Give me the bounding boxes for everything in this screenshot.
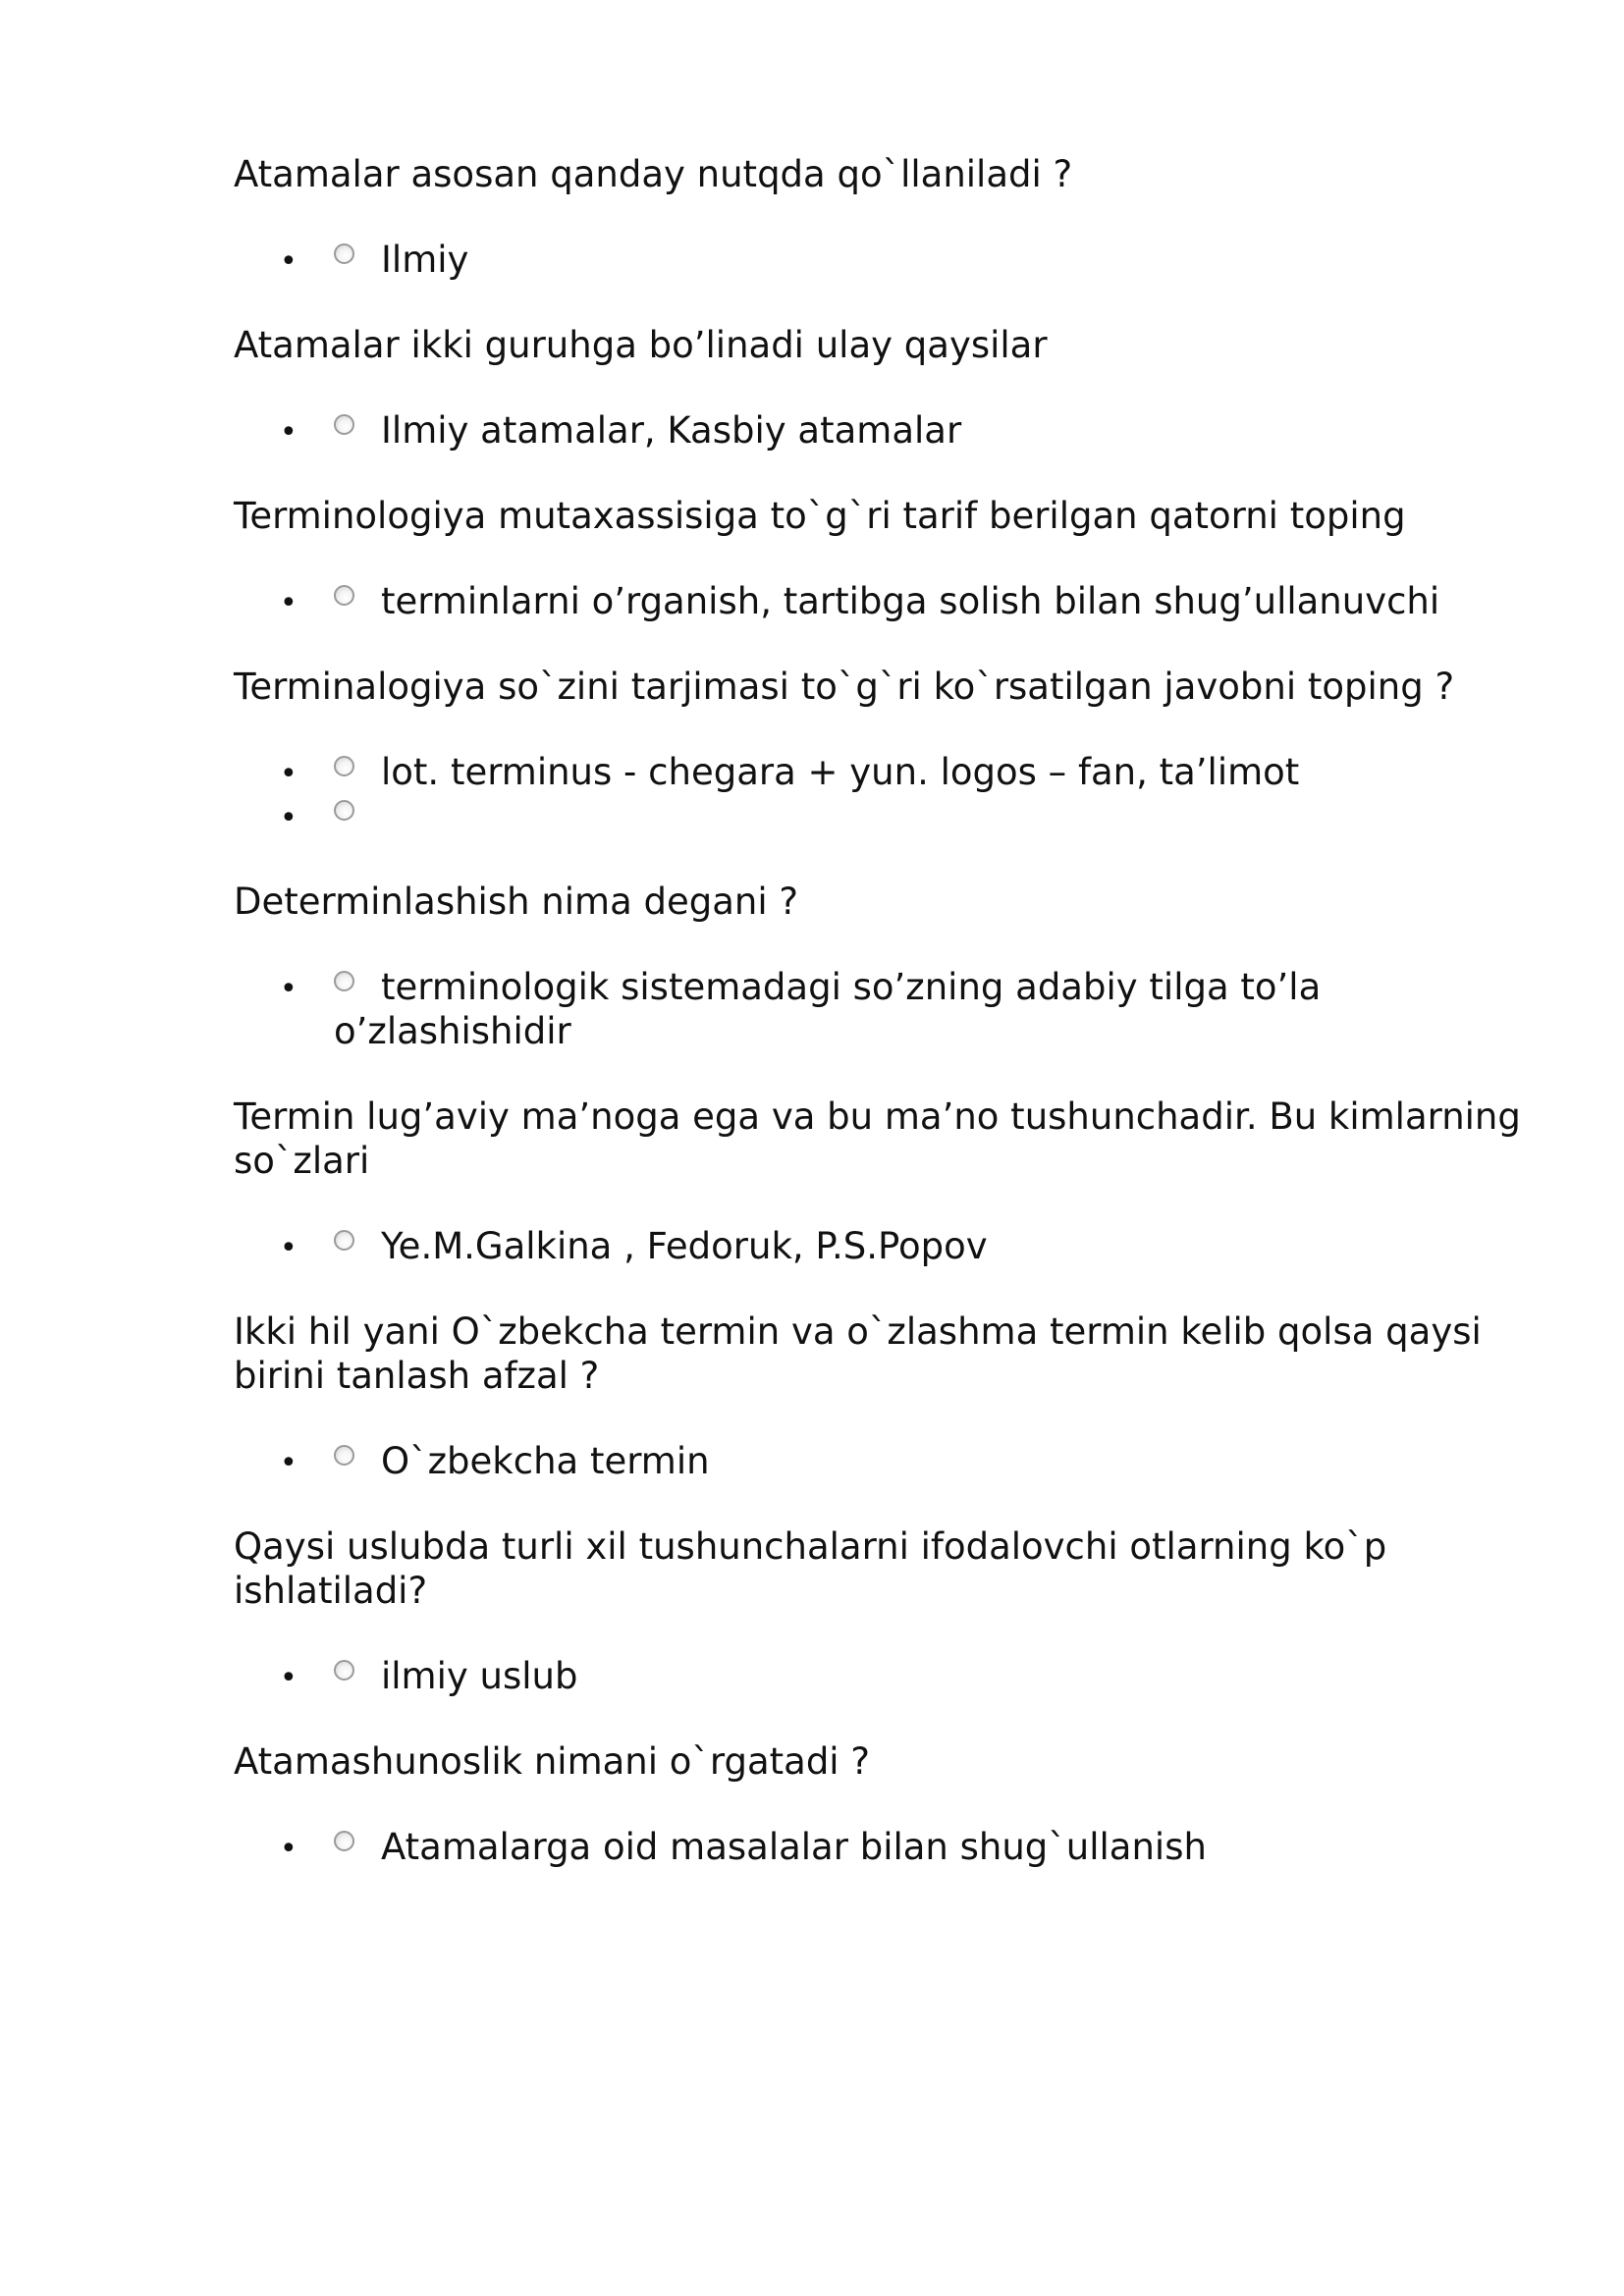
- answer-option[interactable]: [234, 238, 1540, 282]
- question-2: Atamalar ikki guruhga bo’linadi ulay qaysilar: [234, 324, 1048, 366]
- answer-label: lot. terminus - chegara + yun. logos – fan, ta’limot: [381, 751, 1300, 793]
- bullet-icon: •: [280, 1661, 298, 1695]
- question-8: Qaysi uslubda turli xil tushunchalarni ifodalovchi otlarning ko`p ishlatiladi?: [234, 1525, 1387, 1612]
- radio-button-icon[interactable]: [334, 585, 354, 606]
- answer-option[interactable]: [234, 408, 1540, 453]
- bullet-icon: •: [280, 244, 298, 279]
- answer-list-8: [234, 1654, 1540, 1698]
- answer-label: Ilmiy atamalar, Kasbiy atamalar: [381, 409, 962, 452]
- answer-list-4: [234, 750, 1540, 838]
- radio-button-icon[interactable]: [334, 414, 354, 435]
- answer-list-9: [234, 1825, 1540, 1869]
- answer-option[interactable]: [234, 750, 1540, 794]
- bullet-icon: •: [280, 586, 298, 620]
- question-7: Ikki hil yani O`zbekcha termin va o`zlashma termin kelib qolsa qaysi birini tanlash afzal ?: [234, 1310, 1482, 1397]
- bullet-icon: •: [280, 757, 298, 791]
- bullet-icon: •: [280, 1446, 298, 1480]
- question-3: Terminologiya mutaxassisiga to`g`ri tarif berilgan qatorni toping: [234, 495, 1406, 537]
- bullet-icon: •: [280, 1832, 298, 1866]
- bullet-icon: •: [280, 972, 298, 1006]
- answer-label: O`zbekcha termin: [381, 1440, 710, 1482]
- question-6: Termin lug’aviy ma’noga ega va bu ma’no tushunchadir. Bu kimlarning so`zlari: [234, 1095, 1521, 1182]
- question-1: Atamalar asosan qanday nutqda qo`llaniladi ?: [234, 153, 1073, 195]
- answer-list-5: [234, 965, 1540, 1053]
- answer-label: ilmiy uslub: [381, 1655, 578, 1697]
- answer-list-1: [234, 238, 1540, 282]
- radio-button-icon[interactable]: [334, 1831, 354, 1851]
- bullet-icon: •: [280, 1231, 298, 1265]
- radio-button-icon[interactable]: [334, 1660, 354, 1681]
- radio-button-icon[interactable]: [334, 1230, 354, 1251]
- answer-list-3: [234, 579, 1540, 623]
- answer-label: Ye.M.Galkina , Fedoruk, P.S.Popov: [381, 1225, 988, 1267]
- radio-button-icon[interactable]: [334, 800, 354, 821]
- answer-label: terminologik sistemadagi so’zning adabiy tilga to’la o’zlashishidir: [334, 966, 1322, 1052]
- quiz-content: [234, 152, 1540, 1910]
- answer-list-2: [234, 408, 1540, 453]
- bullet-icon: •: [280, 415, 298, 450]
- radio-button-icon[interactable]: [334, 243, 354, 264]
- answer-option[interactable]: [234, 1654, 1540, 1698]
- question-5: Determinlashish nima degani ?: [234, 881, 799, 923]
- question-9: Atamashunoslik nimani o`rgatadi ?: [234, 1740, 870, 1783]
- answer-label: Ilmiy: [381, 239, 469, 281]
- radio-button-icon[interactable]: [334, 1445, 354, 1466]
- answer-label: terminlarni o’rganish, tartibga solish bilan shug’ullanuvchi: [381, 580, 1440, 622]
- answer-option[interactable]: [234, 579, 1540, 623]
- answer-list-7: [234, 1439, 1540, 1483]
- radio-button-icon[interactable]: [334, 756, 354, 776]
- radio-button-icon[interactable]: [334, 971, 354, 991]
- answer-option[interactable]: [234, 965, 1540, 1053]
- answer-option[interactable]: [234, 1224, 1540, 1268]
- answer-label: Atamalarga oid masalalar bilan shug`ullanish: [381, 1826, 1207, 1868]
- answer-option-empty[interactable]: [234, 794, 1540, 838]
- answer-option[interactable]: [234, 1439, 1540, 1483]
- answer-list-6: [234, 1224, 1540, 1268]
- question-4: Terminalogiya so`zini tarjimasi to`g`ri ko`rsatilgan javobni toping ?: [234, 666, 1455, 708]
- answer-option[interactable]: [234, 1825, 1540, 1869]
- bullet-icon: •: [280, 801, 298, 835]
